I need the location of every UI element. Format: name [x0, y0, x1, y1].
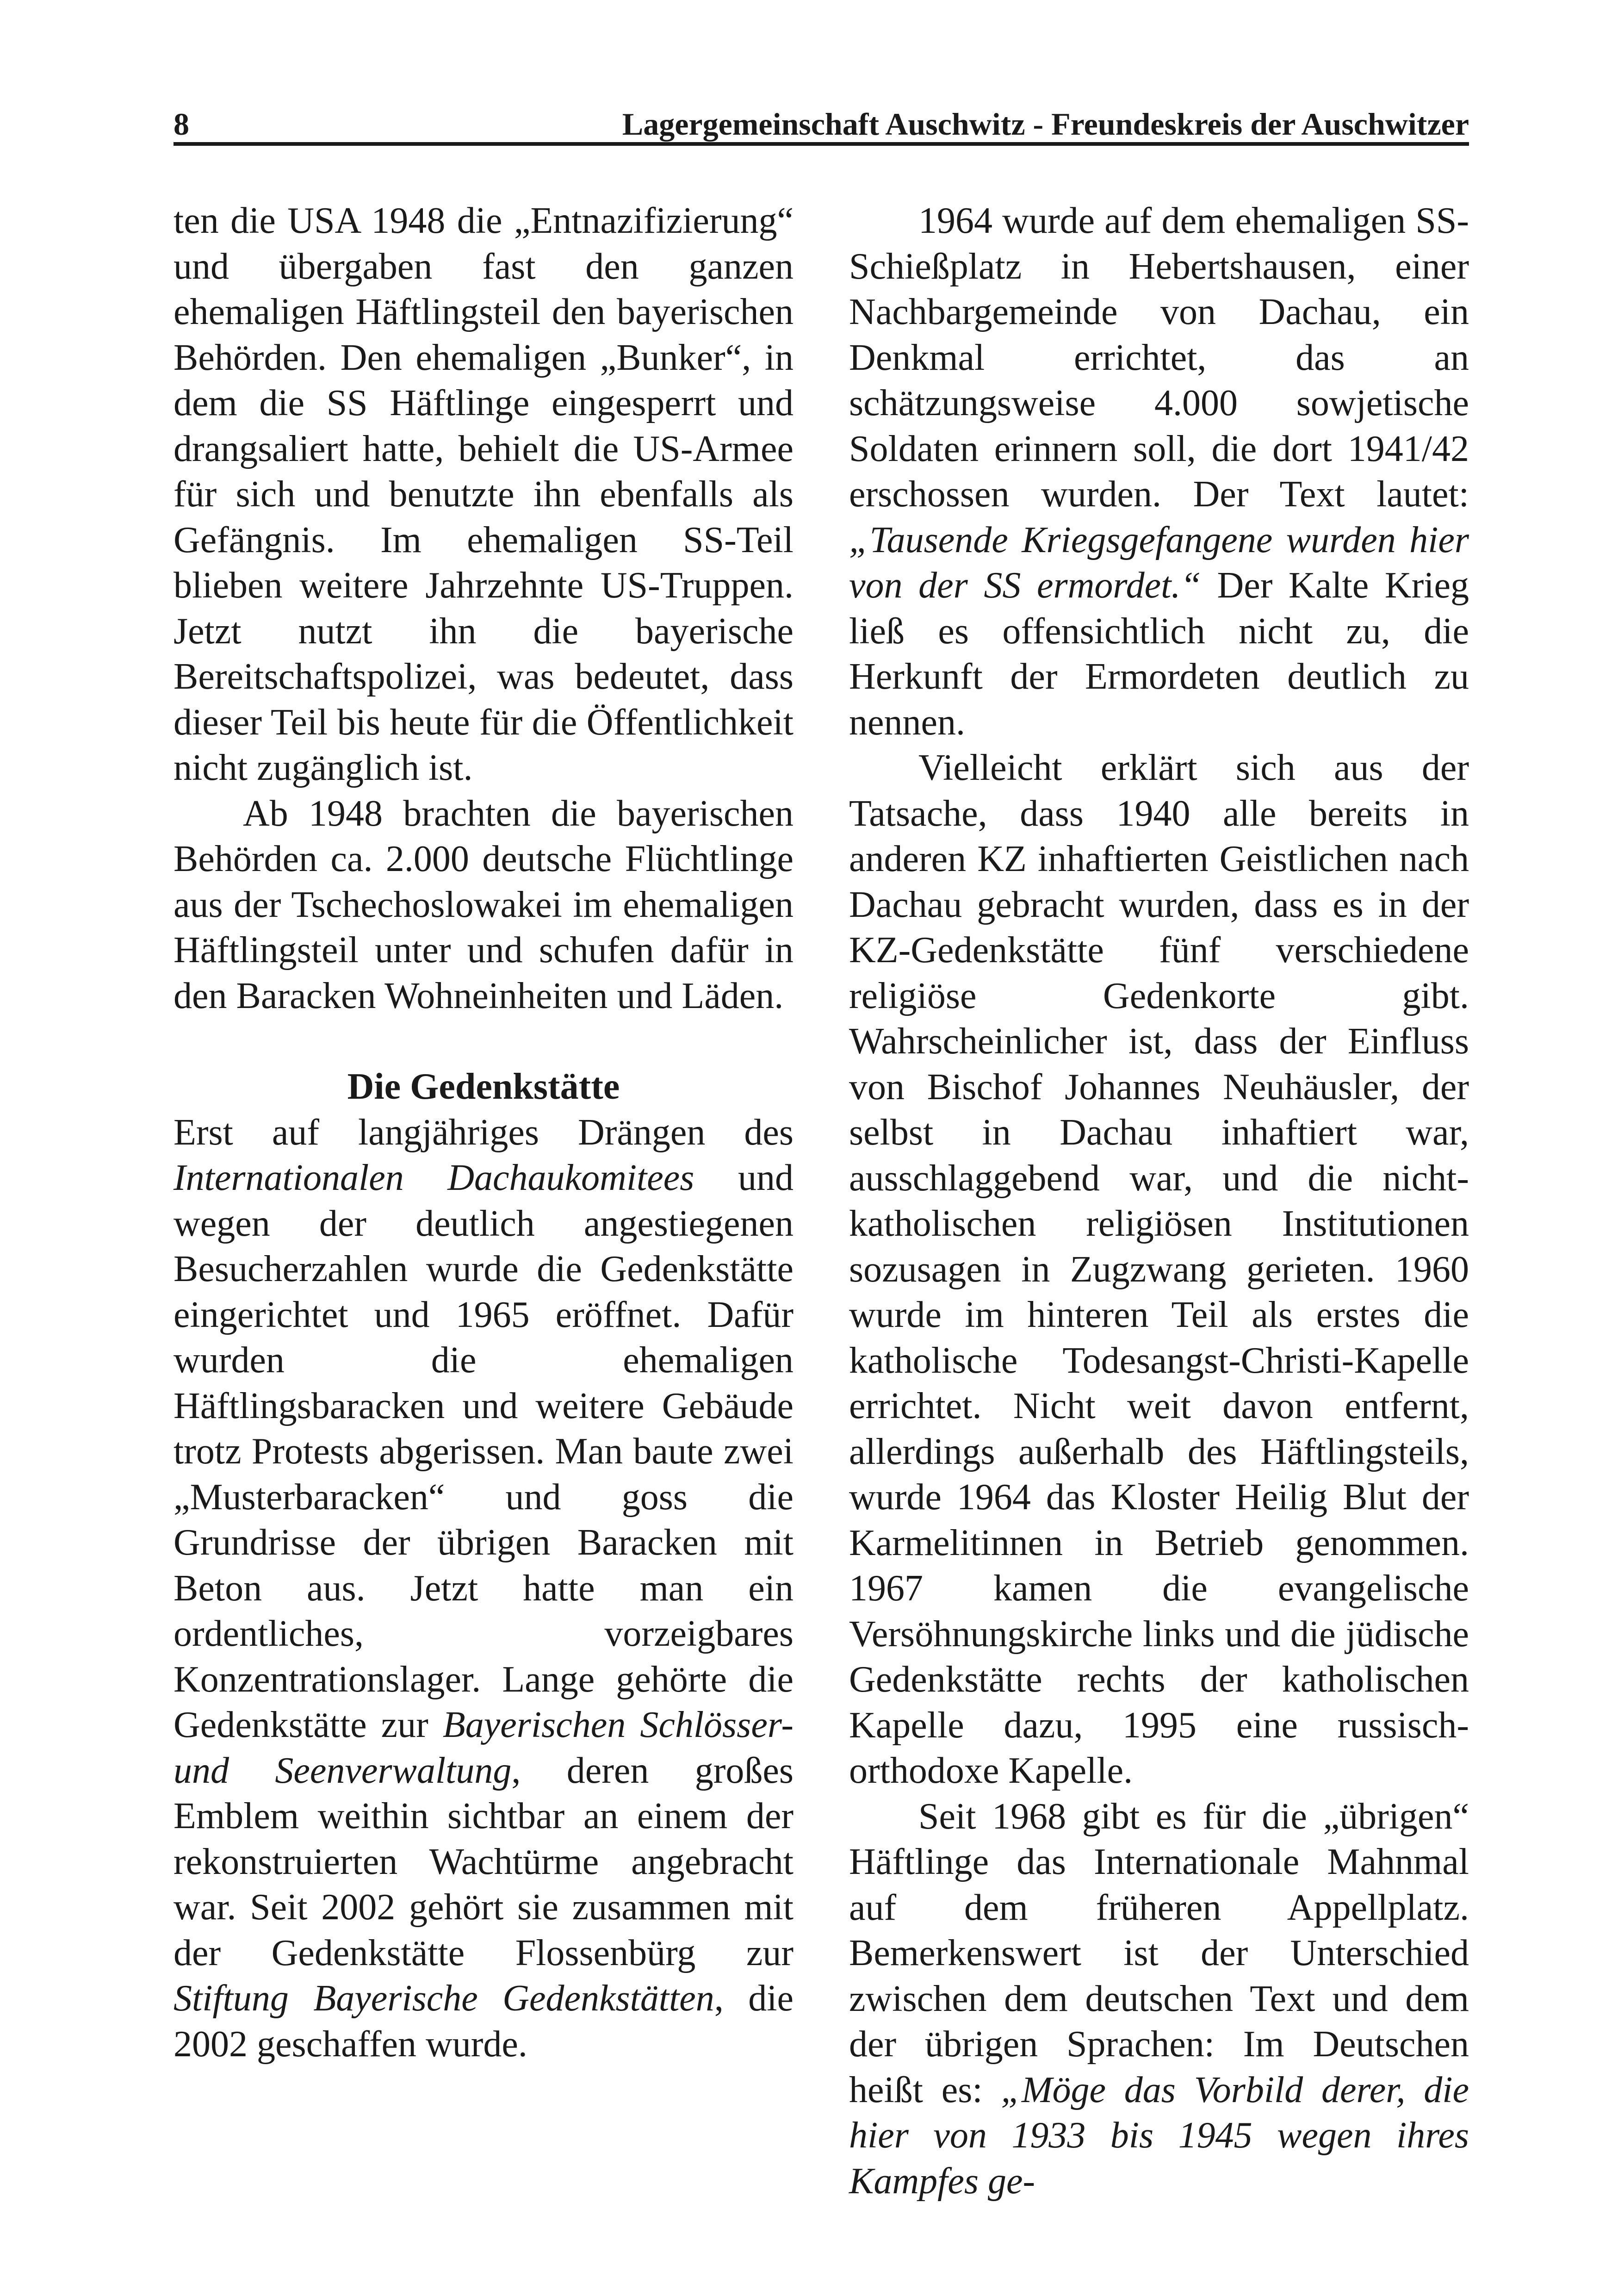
text-run: , deren großes Emblem weithin sichtbar an einem der rekonstruierten Wachtürme angebracht war. Seit 2002 gehört sie zusammen mit der Gedenkstätte Flossenbürg zur: [174, 1750, 794, 1973]
italic-text: Stiftung Bayerische Gedenkstätten: [174, 1978, 714, 2019]
paragraph: Vielleicht erklärt sich aus der Tatsache, dass 1940 alle bereits in anderen KZ inhaftierten Geistlichen nach Dachau gebracht wurden, dass es in der KZ-Gedenkstätte fünf verschiedene religiöse Gedenkorte gibt. Wahrscheinlicher ist, dass der Einfluss von Bischof Johannes Neuhäusler, der selbst in Dachau inhaftiert war, ausschlaggebend war, und die nicht-katholischen religiösen Institutionen sozusagen in Zugzwang gerieten. 1960 wurde im hinteren Teil als erstes die katholische Todesangst-Christi-Kapelle errichtet. Nicht weit davon entfernt, allerdings außerhalb des Häftlingsteils, wurde 1964 das Kloster Heilig Blut der Karmelitinnen in Betrieb genommen. 1967 kamen die evangelische Versöhnungskirche links und die jüdische Gedenkstätte rechts der katholischen Kapelle dazu, 1995 eine russisch-orthodoxe Kapelle.: [849, 747, 1469, 1791]
text-run: Seit 1968 gibt es für die „übrigen“ Häftlinge das Internationale Mahnmal auf dem früheren Appellplatz. Bemerkenswert ist der Unterschied zwischen dem deutschen Text und dem der übrigen Sprachen: Im Deutschen heißt es:: [849, 1796, 1469, 2110]
text-run: und wegen der deutlich angestiegenen Besucherzahlen wurde die Gedenkstätte eingerichtet und 1965 eröffnet. Dafür wurden die ehemaligen Häftlingsbaracken und weitere Gebäude trotz Protests abgerissen. Man baute zwei „Musterbaracken“ und goss die Grundrisse der übrigen Baracken mit Beton aus. Jetzt hatte man ein ordentliches, vorzeigbares Konzentrationslager. Lange gehörte die Gedenkstätte zur: [174, 1157, 794, 1745]
page-header: [174, 95, 1469, 146]
section-heading: Die Gedenkstätte: [347, 1066, 620, 1107]
text-run: Der Kalte Krieg ließ es offensichtlich nicht zu, die Herkunft der Ermordeten deutlich zu nennen.: [849, 565, 1469, 743]
paragraph: Ab 1948 brachten die bayerischen Behörden ca. 2.000 deutsche Flüchtlinge aus der Tschechoslowakei im ehemaligen Häftlingsteil unter und schufen dafür in den Baracken Wohneinheiten und Läden.: [174, 793, 794, 1016]
italic-text: Bayerischen Schlösser- und Seenverwaltung: [174, 1705, 794, 1791]
italic-text: Internationalen Dachaukomitees: [174, 1157, 694, 1198]
left-column: [174, 198, 794, 2067]
text-run: , die 2002 geschaffen wurde.: [174, 1978, 794, 2065]
paragraph: [849, 198, 1469, 745]
text-run: Erst auf langjähriges Drängen des: [174, 1112, 794, 1153]
italic-quote: „Möge das Vorbild derer, die hier von 1933 bis 1945 wegen ihres Kampfes ge-: [849, 2069, 1469, 2202]
page-number: 8: [174, 106, 189, 142]
paragraph: [849, 1794, 1469, 2204]
paragraph: [174, 1110, 794, 2067]
italic-quote: „Tausende Kriegsgefangene wurden hier von der SS ermordet.“: [849, 519, 1469, 606]
text-run: 1964 wurde auf dem ehemaligen SS-Schießplatz in Hebertshausen, einer Nachbargemeinde von Dachau, ein Denkmal errichtet, das an schätzungsweise 4.000 sowjetische Soldaten erinnern soll, die dort 1941/42 erschossen wurden. Der Text lautet:: [849, 200, 1469, 515]
running-title: Lagergemeinschaft Auschwitz - Freundeskreis der Auschwitzer: [622, 106, 1469, 142]
paragraph: ten die USA 1948 die „Entnazifizierung“ und übergaben fast den ganzen ehemaligen Häftlingsteil den bayerischen Behörden. Den ehemaligen „Bunker“, in dem die SS Häftlinge eingesperrt und drangsaliert hatte, behielt die US-Armee für sich und benutzte ihn ebenfalls als Gefängnis. Im ehemaligen SS-Teil blieben weitere Jahrzehnte US-Truppen. Jetzt nutzt ihn die bayerische Bereitschaftspolizei, was bedeutet, dass dieser Teil bis heute für die Öffentlichkeit nicht zugänglich ist.: [174, 200, 794, 788]
right-column: [849, 198, 1469, 2204]
